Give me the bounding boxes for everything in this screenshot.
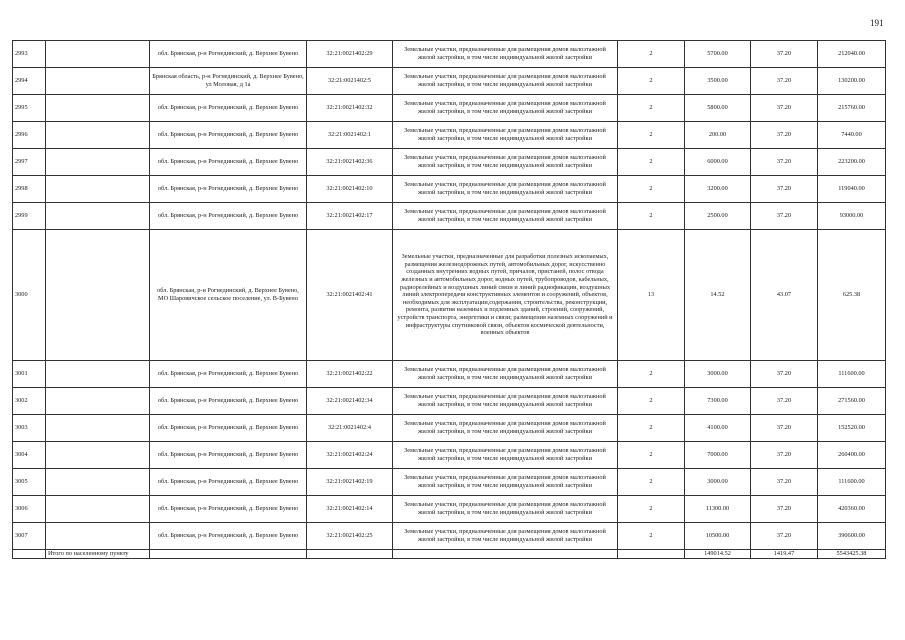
row-number: 3004 <box>13 442 46 469</box>
land-use-cell: Земельные участки, предназначенные для размещения домов малоэтажной жилой застройки, в том числе индивидуальной жилой застройки <box>393 68 618 95</box>
rate-cell: 37.20 <box>751 203 818 230</box>
blank-cell <box>46 176 150 203</box>
blank-cell <box>46 203 150 230</box>
rate-cell: 37.20 <box>751 95 818 122</box>
land-use-cell: Земельные участки, предназначенные для размещения домов малоэтажной жилой застройки, в том числе индивидуальной жилой застройки <box>393 523 618 550</box>
row-number: 2995 <box>13 95 46 122</box>
address-cell: обл. Брянская, р-н Рогнединский, д. Верхнее Бувено, МО Шаровичское сельское поселение, ул. В-Бувено <box>150 230 307 361</box>
rate-cell: 37.20 <box>751 388 818 415</box>
cadastral-number-cell: 32:21:0021402:10 <box>307 176 393 203</box>
total-value-cell: 5543425.38 <box>818 550 886 559</box>
rate-cell: 37.20 <box>751 496 818 523</box>
use-group-cell: 2 <box>618 496 685 523</box>
row-number: 2996 <box>13 122 46 149</box>
cadastral-value-cell: 111600.00 <box>818 469 886 496</box>
cadastral-value-cell: 119040.00 <box>818 176 886 203</box>
area-cell: 200.00 <box>685 122 751 149</box>
cadastral-number-cell: 32:21:0021402:5 <box>307 68 393 95</box>
cadastral-value-cell: 130200.00 <box>818 68 886 95</box>
cadastral-value-cell: 271560.00 <box>818 388 886 415</box>
blank-cell <box>46 122 150 149</box>
use-group-cell: 2 <box>618 41 685 68</box>
address-cell: обл. Брянская, р-н Рогнединский, д. Верхнее Бувено <box>150 496 307 523</box>
land-use-cell: Земельные участки, предназначенные для размещения домов малоэтажной жилой застройки, в том числе индивидуальной жилой застройки <box>393 442 618 469</box>
land-use-cell: Земельные участки, предназначенные для размещения домов малоэтажной жилой застройки, в том числе индивидуальной жилой застройки <box>393 95 618 122</box>
blank-cell <box>13 550 46 559</box>
use-group-cell: 2 <box>618 361 685 388</box>
cadastral-number-cell: 32:21:0021402:17 <box>307 203 393 230</box>
table-row <box>13 388 886 415</box>
area-cell: 5800.00 <box>685 95 751 122</box>
blank-cell <box>46 496 150 523</box>
land-use-cell: Земельные участки, предназначенные для размещения домов малоэтажной жилой застройки, в том числе индивидуальной жилой застройки <box>393 361 618 388</box>
row-number: 3007 <box>13 523 46 550</box>
blank-cell <box>46 149 150 176</box>
use-group-cell: 2 <box>618 469 685 496</box>
table-row <box>13 122 886 149</box>
address-cell: обл. Брянская, р-н Рогнединский, д. Верхнее Бувено <box>150 442 307 469</box>
use-group-cell: 2 <box>618 149 685 176</box>
row-number: 3000 <box>13 230 46 361</box>
address-cell: обл. Брянская, р-н Рогнединский, д. Верхнее Бувено <box>150 523 307 550</box>
blank-cell <box>46 388 150 415</box>
cadastral-number-cell: 32:21:0021402:22 <box>307 361 393 388</box>
cadastral-value-cell: 7440.00 <box>818 122 886 149</box>
cadastral-value-cell: 215760.00 <box>818 95 886 122</box>
row-number: 2994 <box>13 68 46 95</box>
area-cell: 2500.00 <box>685 203 751 230</box>
area-cell: 3200.00 <box>685 176 751 203</box>
area-cell: 14.52 <box>685 230 751 361</box>
address-cell: обл. Брянская, р-н Рогнединский, д. Верхнее Бувено <box>150 149 307 176</box>
land-use-cell: Земельные участки, предназначенные для размещения домов малоэтажной жилой застройки, в том числе индивидуальной жилой застройки <box>393 149 618 176</box>
rate-cell: 37.20 <box>751 68 818 95</box>
land-use-cell: Земельные участки, предназначенные для размещения домов малоэтажной жилой застройки, в том числе индивидуальной жилой застройки <box>393 203 618 230</box>
row-number: 3006 <box>13 496 46 523</box>
blank-cell <box>46 95 150 122</box>
rate-cell: 37.20 <box>751 523 818 550</box>
land-use-cell: Земельные участки, предназначенные для размещения домов малоэтажной жилой застройки, в том числе индивидуальной жилой застройки <box>393 388 618 415</box>
cadastral-number-cell: 32:21:0021402:29 <box>307 41 393 68</box>
address-cell: обл. Брянская, р-н Рогнединский, д. Верхнее Бувено <box>150 388 307 415</box>
cadastral-number-cell: 32:21:0021402:32 <box>307 95 393 122</box>
address-cell: обл. Брянская, р-н Рогнединский, д. Верхнее Бувено <box>150 415 307 442</box>
address-cell: обл. Брянская, р-н Рогнединский, д. Верхнее Бувено <box>150 469 307 496</box>
address-cell: обл. Брянская, р-н Рогнединский, д. Верхнее Бувено <box>150 361 307 388</box>
address-cell: обл. Брянская, р-н Рогнединский, д. Верхнее Бувено <box>150 122 307 149</box>
use-group-cell: 2 <box>618 176 685 203</box>
area-cell: 10500.00 <box>685 523 751 550</box>
use-group-cell: 2 <box>618 122 685 149</box>
total-rate-cell: 1419.47 <box>751 550 818 559</box>
use-group-cell: 2 <box>618 95 685 122</box>
area-cell: 6000.00 <box>685 149 751 176</box>
rate-cell: 37.20 <box>751 361 818 388</box>
blank-cell <box>618 550 685 559</box>
rate-cell: 37.20 <box>751 415 818 442</box>
area-cell: 3500.00 <box>685 68 751 95</box>
cadastral-number-cell: 32:21:0021402:19 <box>307 469 393 496</box>
total-area-cell: 149014.52 <box>685 550 751 559</box>
area-cell: 7300.00 <box>685 388 751 415</box>
rate-cell: 37.20 <box>751 149 818 176</box>
cadastral-value-cell: 420360.00 <box>818 496 886 523</box>
row-number: 3001 <box>13 361 46 388</box>
row-number: 2998 <box>13 176 46 203</box>
land-use-cell: Земельные участки, предназначенные для размещения домов малоэтажной жилой застройки, в том числе индивидуальной жилой застройки <box>393 469 618 496</box>
cadastral-number-cell: 32:21:0021402:36 <box>307 149 393 176</box>
table-row <box>13 176 886 203</box>
address-cell: обл. Брянская, р-н Рогнединский, д. Верхнее Бувено <box>150 203 307 230</box>
blank-cell <box>393 550 618 559</box>
row-number: 2997 <box>13 149 46 176</box>
rate-cell: 37.20 <box>751 442 818 469</box>
use-group-cell: 2 <box>618 203 685 230</box>
use-group-cell: 13 <box>618 230 685 361</box>
land-use-cell: Земельные участки, предназначенные для размещения домов малоэтажной жилой застройки, в том числе индивидуальной жилой застройки <box>393 122 618 149</box>
blank-cell <box>46 230 150 361</box>
cadastral-value-cell: 625.38 <box>818 230 886 361</box>
cadastral-value-cell: 212040.00 <box>818 41 886 68</box>
row-number: 2999 <box>13 203 46 230</box>
area-cell: 3000.00 <box>685 361 751 388</box>
land-use-cell: Земельные участки, предназначенные для размещения домов малоэтажной жилой застройки, в том числе индивидуальной жилой застройки <box>393 176 618 203</box>
rate-cell: 43.07 <box>751 230 818 361</box>
cadastral-number-cell: 32:21:0021402:25 <box>307 523 393 550</box>
land-use-cell: Земельные участки, предназначенные для разработки полезных ископаемых, размещения железнодорожных путей, автомобильных дорог, искусственно созданных внутренних водных путей, причалов, пристаней, полос отвода железных и автомобильных дорог, водных путей, трубопроводов, кабельных, радиорелейных и воздушных линий связи и линий радиофикации, воздушных линий электропередачи конструктивных элементов и сооружений, объектов, необходимых для эксплуатации,содержания, строительства, реконструкции, ремонта, развития наземных и подземных зданий, строений, сооружений, устройств транспорта, энергетики и связи; размещения наземных сооружений и инфраструктуры спутниковой связи, объектов космической деятельности, военных объектов <box>393 230 618 361</box>
row-number: 2993 <box>13 41 46 68</box>
land-use-cell: Земельные участки, предназначенные для размещения домов малоэтажной жилой застройки, в том числе индивидуальной жилой застройки <box>393 41 618 68</box>
cadastral-value-cell: 152520.00 <box>818 415 886 442</box>
cadastral-number-cell: 32:21:0021402:24 <box>307 442 393 469</box>
table-row <box>13 149 886 176</box>
blank-cell <box>46 415 150 442</box>
rate-cell: 37.20 <box>751 41 818 68</box>
table-row <box>13 68 886 95</box>
total-label-cell: Итого по населенному пункту <box>46 550 150 559</box>
table-row <box>13 41 886 68</box>
cadastral-value-cell: 111600.00 <box>818 361 886 388</box>
blank-cell <box>46 361 150 388</box>
use-group-cell: 2 <box>618 415 685 442</box>
cadastral-value-cell: 93000.00 <box>818 203 886 230</box>
total-row <box>13 550 886 559</box>
use-group-cell: 2 <box>618 442 685 469</box>
rate-cell: 37.20 <box>751 176 818 203</box>
row-number: 3003 <box>13 415 46 442</box>
rate-cell: 37.20 <box>751 122 818 149</box>
blank-cell <box>150 550 307 559</box>
address-cell: обл. Брянская, р-н Рогнединский, д. Верхнее Бувено <box>150 176 307 203</box>
table-row <box>13 203 886 230</box>
cadastral-number-cell: 32:21:0021402:14 <box>307 496 393 523</box>
address-cell: обл. Брянская, р-н Рогнединский, д. Верхнее Бувено <box>150 41 307 68</box>
table-row <box>13 95 886 122</box>
page-number: 191 <box>870 18 884 28</box>
address-cell: Брянская область, р-н Рогнединский, д. Верхнее Бувено, ул Моловая, д 1а <box>150 68 307 95</box>
rate-cell: 37.20 <box>751 469 818 496</box>
land-use-cell: Земельные участки, предназначенные для размещения домов малоэтажной жилой застройки, в том числе индивидуальной жилой застройки <box>393 415 618 442</box>
cadastral-number-cell: 32:21:0021402:4 <box>307 415 393 442</box>
cadastral-number-cell: 32:21:0021402:41 <box>307 230 393 361</box>
blank-cell <box>46 442 150 469</box>
table-row <box>13 361 886 388</box>
table-row <box>13 230 886 361</box>
blank-cell <box>46 469 150 496</box>
blank-cell <box>46 68 150 95</box>
blank-cell <box>46 41 150 68</box>
row-number: 3002 <box>13 388 46 415</box>
table-row <box>13 469 886 496</box>
use-group-cell: 2 <box>618 68 685 95</box>
land-use-cell: Земельные участки, предназначенные для размещения домов малоэтажной жилой застройки, в том числе индивидуальной жилой застройки <box>393 496 618 523</box>
blank-cell <box>46 523 150 550</box>
row-number: 3005 <box>13 469 46 496</box>
cadastral-value-cell: 223200.00 <box>818 149 886 176</box>
address-cell: обл. Брянская, р-н Рогнединский, д. Верхнее Бувено <box>150 95 307 122</box>
use-group-cell: 2 <box>618 388 685 415</box>
area-cell: 11300.00 <box>685 496 751 523</box>
area-cell: 4100.00 <box>685 415 751 442</box>
cadastral-value-cell: 390600.00 <box>818 523 886 550</box>
table-row <box>13 496 886 523</box>
use-group-cell: 2 <box>618 523 685 550</box>
land-register-table <box>12 40 886 559</box>
cadastral-value-cell: 260400.00 <box>818 442 886 469</box>
cadastral-number-cell: 32:21:0021402:1 <box>307 122 393 149</box>
area-cell: 5700.00 <box>685 41 751 68</box>
area-cell: 7000.00 <box>685 442 751 469</box>
table-row <box>13 442 886 469</box>
area-cell: 3000.00 <box>685 469 751 496</box>
cadastral-number-cell: 32:21:0021402:34 <box>307 388 393 415</box>
blank-cell <box>307 550 393 559</box>
table-row <box>13 415 886 442</box>
table-row <box>13 523 886 550</box>
